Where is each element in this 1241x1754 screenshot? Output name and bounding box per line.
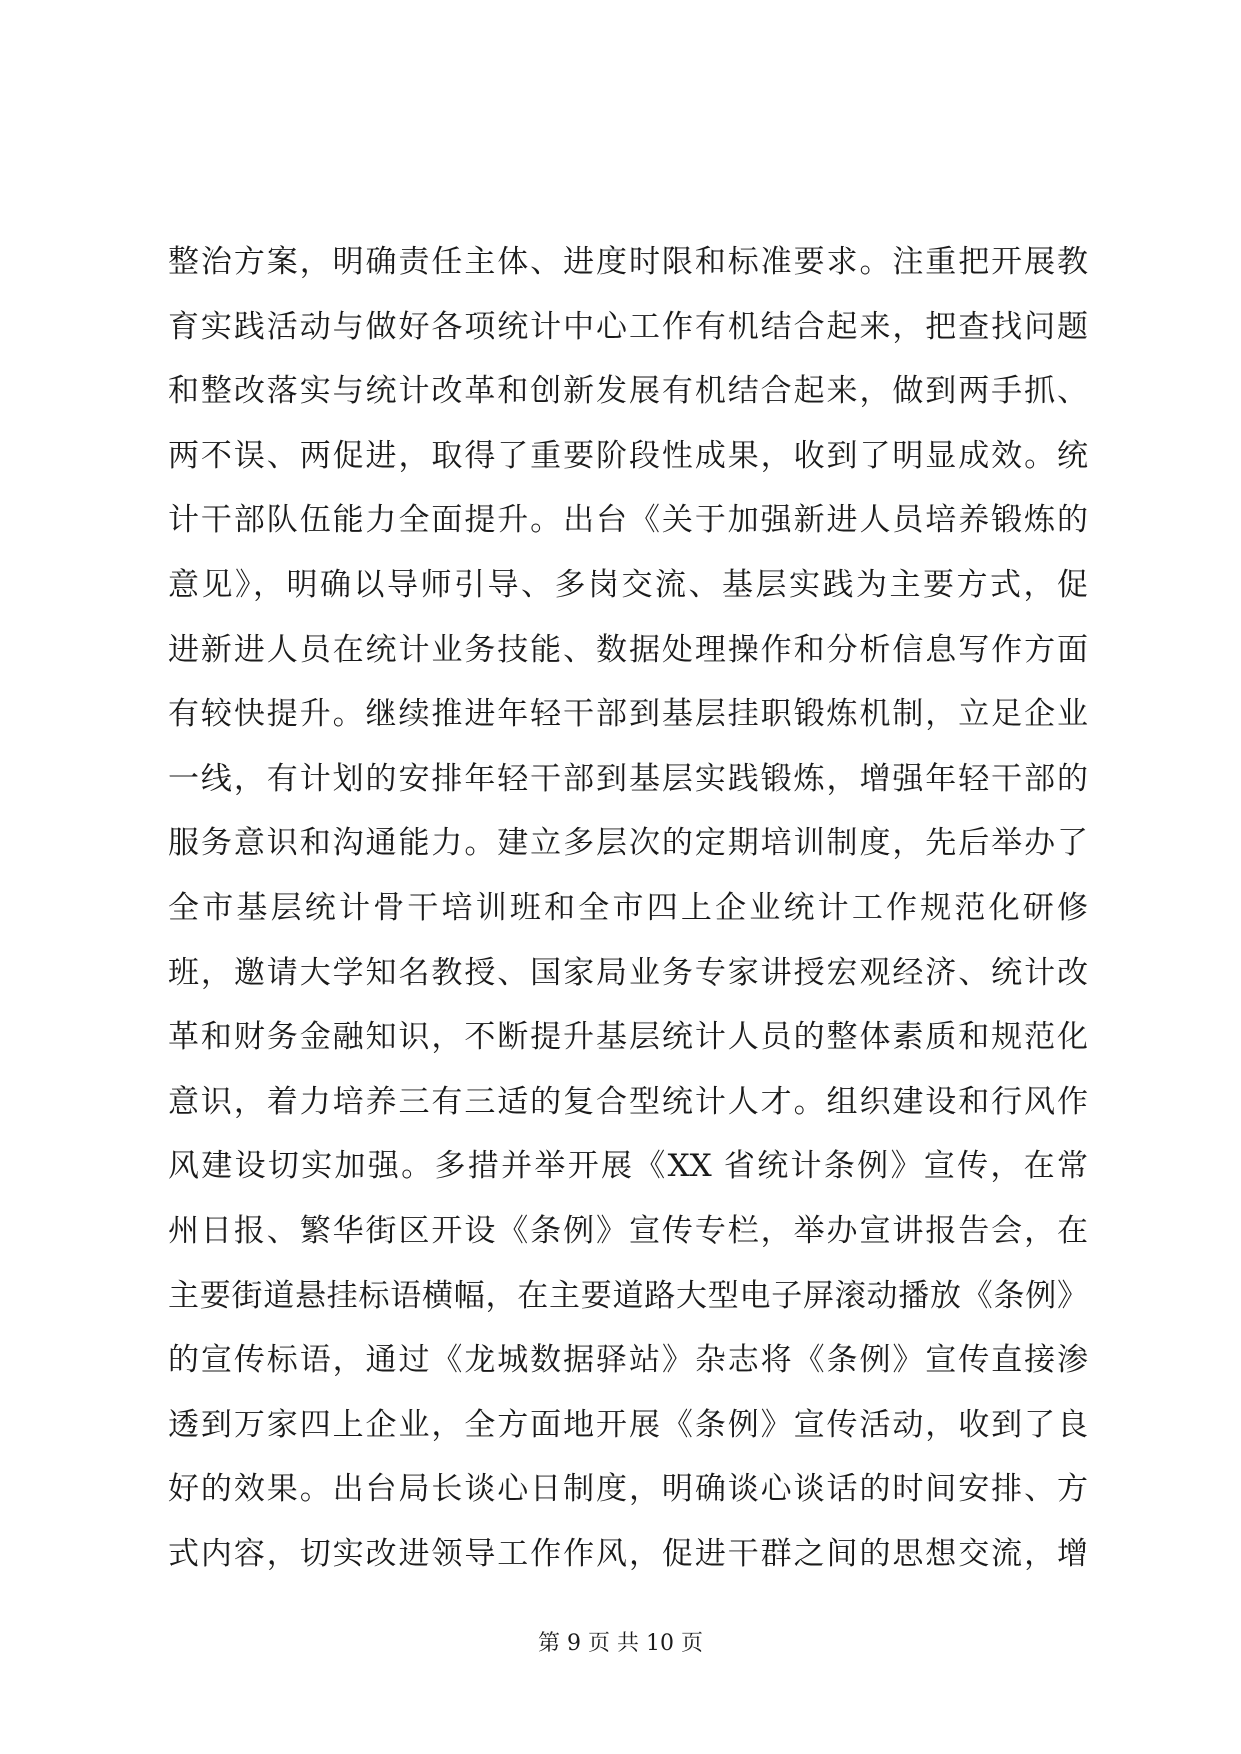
- text-line-16: 州日报、繁华街区开设《条例》宣传专栏，举办宣讲报告会，在: [168, 1212, 1088, 1249]
- text-line-21: 式内容，切实改进领导工作作风，促进干群之间的思想交流，增: [168, 1535, 1088, 1572]
- text-line-6: 意见》，明确以导师引导、多岗交流、基层实践为主要方式，促: [168, 566, 1088, 603]
- text-line-18: 的宣传标语，通过《龙城数据驿站》杂志将《条例》宣传直接渗: [168, 1342, 1088, 1379]
- text-line-11: 全市基层统计骨干培训班和全市四上企业统计工作规范化研修: [168, 889, 1088, 926]
- page-number: 第 9 页 共 10 页: [538, 1631, 703, 1656]
- text-line-10: 服务意识和沟通能力。建立多层次的定期培训制度，先后举办了: [168, 825, 1088, 862]
- page-footer: [0, 1626, 1241, 1657]
- text-line-12: 班，邀请大学知名教授、国家局业务专家讲授宏观经济、统计改: [168, 954, 1088, 991]
- text-line-20: 好的效果。出台局长谈心日制度，明确谈心谈话的时间安排、方: [168, 1471, 1088, 1508]
- text-line-8: 有较快提升。继续推进年轻干部到基层挂职锻炼机制，立足企业: [168, 696, 1088, 733]
- text-line-17: 主要街道悬挂标语横幅，在主要道路大型电子屏滚动播放《条例》: [168, 1277, 1088, 1314]
- body-text: [168, 230, 1088, 1586]
- text-line-9: 一线，有计划的安排年轻干部到基层实践锻炼，增强年轻干部的: [168, 760, 1088, 797]
- text-line-13: 革和财务金融知识，不断提升基层统计人员的整体素质和规范化: [168, 1019, 1088, 1056]
- text-line-14: 意识，着力培养三有三适的复合型统计人才。组织建设和行风作: [168, 1083, 1088, 1120]
- text-line-4: 两不误、两促进，取得了重要阶段性成果，收到了明显成效。统: [168, 437, 1088, 474]
- text-line-2: 育实践活动与做好各项统计中心工作有机结合起来，把查找问题: [168, 308, 1088, 345]
- text-line-1: 整治方案，明确责任主体、进度时限和标准要求。注重把开展教: [168, 244, 1088, 280]
- text-line-7: 进新进人员在统计业务技能、数据处理操作和分析信息写作方面: [168, 631, 1088, 668]
- text-line-19: 透到万家四上企业，全方面地开展《条例》宣传活动，收到了良: [168, 1406, 1088, 1443]
- text-line-15: 风建设切实加强。多措并举开展《XX 省统计条例》宣传，在常: [168, 1148, 1088, 1185]
- text-line-5: 计干部队伍能力全面提升。出台《关于加强新进人员培养锻炼的: [168, 502, 1088, 539]
- text-line-3: 和整改落实与统计改革和创新发展有机结合起来，做到两手抓、: [168, 373, 1088, 410]
